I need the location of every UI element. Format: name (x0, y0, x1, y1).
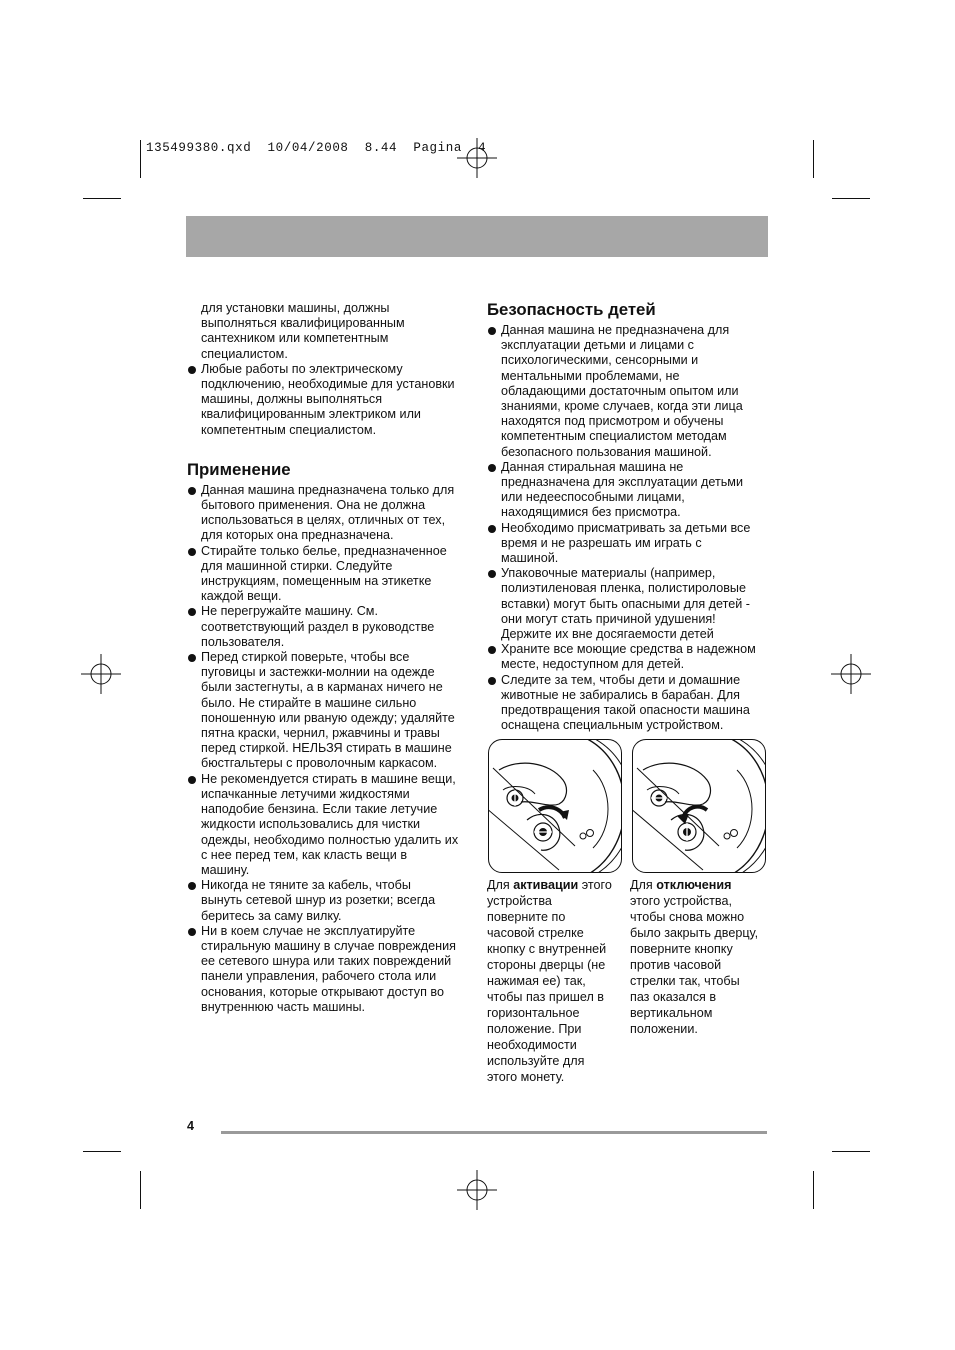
text-line: Данная машина не предназначена для (501, 323, 730, 337)
text-line: Перед стиркой поверьте, чтобы все (201, 650, 410, 665)
text-line: стрелки так, чтобы (630, 974, 740, 988)
child-lock-activate-illustration (488, 739, 622, 873)
text-line: Следите за тем, чтобы дети и домашние (501, 672, 741, 687)
text-line: чтобы паз пришел в (487, 990, 604, 1004)
text-line: оснащена специальным устройством. (501, 718, 724, 733)
caption-prefix: Для (487, 878, 514, 892)
text-line: машины, должны выполняться (201, 392, 383, 407)
text-line: для машинной стирки. Следуйте (201, 558, 393, 573)
text-line: Держите их вне досягаемости детей (501, 627, 714, 642)
text-line: Данная машина предназначена только для (201, 482, 455, 497)
text-line: стороны дверцы (не (487, 958, 606, 972)
text-line: этого устройства, (630, 894, 732, 908)
text-line: бюстгальтеры с проволочным каркасом. (201, 756, 438, 771)
text-line: находятся под присмотром и обучены (501, 414, 724, 429)
text-line: испачканные летучими жидкостями (201, 786, 410, 801)
text-line: квалифицированным электриком или (201, 407, 421, 422)
text-line: Данная стиральная машина не (501, 459, 684, 474)
text-line: Никогда не тяните за кабель, чтобы (201, 878, 411, 893)
caption-keyword: отключения (656, 878, 732, 892)
text-line: было. Не стирайте в машине сильно (201, 695, 417, 710)
caption-keyword: активации (513, 878, 579, 892)
list-item (187, 483, 469, 544)
text-line: эксплуатации детьми и лицами с (501, 338, 694, 353)
text-line: поношенную или рваную одежду; удаляйте (201, 710, 455, 725)
text-line: были застегнуты, а в карманах ничего не (201, 680, 443, 695)
text-line: вертикальном (630, 1006, 713, 1020)
text-line: пятна краски, чернил, ржавчины и травы (201, 726, 440, 741)
crop-mark (140, 140, 141, 178)
text-line: выполняться квалифицированным (201, 316, 405, 331)
text-line: одежды, необходимо полностью удалить их (201, 832, 459, 847)
door-lock-clockwise-icon (489, 740, 621, 872)
list-item (487, 566, 769, 642)
text-line: обладающими достаточным опытом или (501, 383, 739, 398)
text-line: внутреннюю часть машины. (201, 999, 366, 1014)
list-item (187, 924, 469, 1015)
text-line: компетентным специалистом. (201, 422, 377, 437)
text-line: Упаковочные материалы (например, (501, 566, 716, 581)
text-line: соответствующий раздел в руководстве (201, 619, 435, 634)
text-line: предотвращения такой опасности машина (501, 703, 750, 718)
crop-mark (832, 1151, 870, 1152)
text-line: или недееспособными лицами, (501, 490, 685, 505)
list-item (487, 521, 769, 567)
text-line: машину. (201, 862, 250, 877)
text-line: горизонтальное (487, 1006, 580, 1020)
crop-mark (813, 140, 814, 178)
text-line: Храните все моющие средства в надежном (501, 642, 756, 657)
registration-mark-icon (457, 1170, 497, 1210)
text-line: инструкциям, помещенным на этикетке (201, 574, 432, 589)
text-line: поверните кнопку (630, 942, 733, 956)
right-column (487, 300, 769, 733)
page-number: 4 (187, 1119, 195, 1133)
safety-bullet-list (487, 323, 769, 733)
crop-mark (813, 1171, 814, 1209)
section-heading-child-safety: Безопасность детей (487, 300, 656, 319)
text-line: панели управления, рабочего стола или (201, 969, 437, 984)
footer-rule (221, 1131, 767, 1134)
caption-first-line (630, 877, 770, 893)
text-line: этого монету. (487, 1070, 565, 1084)
caption-deactivate (630, 877, 770, 1037)
text-line: чтобы снова можно (630, 910, 745, 924)
text-line: использоваться в целях, отличных от тех, (201, 513, 446, 528)
text-line: предназначена для эксплуатации детьми (501, 475, 744, 490)
list-item (187, 650, 469, 772)
text-line: подключению, необходимые для установки (201, 377, 455, 392)
text-line: против часовой (630, 958, 722, 972)
text-line: для которых она предназначена. (201, 528, 394, 543)
crop-mark (140, 1171, 141, 1209)
list-item (487, 460, 769, 521)
text-line: нажимая ее) так, (487, 974, 586, 988)
crop-mark (83, 198, 121, 199)
section-heading-usage: Применение (187, 459, 291, 479)
list-item (187, 604, 469, 650)
caption-prefix: Для (630, 878, 657, 892)
list-item (487, 642, 769, 672)
registration-mark-icon (81, 654, 121, 694)
text-line: стиральную машину в случае повреждения (201, 938, 456, 953)
text-line: животные не забирались в барабан. Для (501, 687, 740, 702)
text-line: безопасного пользования машиной. (501, 444, 712, 459)
usage-bullet-list (187, 483, 469, 1015)
text-line: ментальными проблемами, не (501, 368, 680, 383)
list-item (487, 673, 769, 734)
text-line: полиэтиленовая пленка, полистироловые (501, 581, 746, 596)
text-line: Необходимо присматривать за детьми все (501, 520, 751, 535)
text-line: Не рекомендуется стирать в машине вещи, (201, 771, 456, 786)
crop-mark (832, 198, 870, 199)
text-line: положение. При (487, 1022, 582, 1036)
text-line: необходимости (487, 1038, 577, 1052)
caption-first-rest: этого (578, 878, 612, 892)
text-line: основания, которые открывают доступ во (201, 984, 444, 999)
text-line: психологическими, сенсорными и (501, 353, 699, 368)
text-line: пользователя. (201, 634, 285, 649)
text-line: машиной. (501, 551, 559, 566)
text-line: бытового применения. Она не должна (201, 498, 426, 513)
text-line: компетентным специалистом методам (501, 429, 727, 444)
caption-first-line (487, 877, 623, 893)
text-line: специалистом. (201, 346, 288, 361)
text-line: время и не разрешать им играть с (501, 535, 702, 550)
caption-activate (487, 877, 623, 1085)
text-line: Любые работы по электрическому (201, 361, 403, 376)
left-column (187, 301, 469, 1015)
text-line: перед стиркой. НЕЛЬЗЯ стирать в машине (201, 741, 452, 756)
text-line: вынуть сетевой шнур из розетки; всегда (201, 893, 436, 908)
text-line: пуговицы и застежки-молнии на одежде (201, 665, 435, 680)
text-line: они могут стать причиной удушения! (501, 611, 716, 626)
text-line: наподобие бензина. Если такие летучие (201, 802, 438, 817)
child-lock-deactivate-illustration (632, 739, 766, 873)
text-line: поверните по (487, 910, 566, 924)
header-band (186, 216, 768, 257)
text-line: ее сетевого шнура или таких повреждений (201, 954, 452, 969)
text-line: беритесь за саму вилку. (201, 908, 342, 923)
list-item (487, 323, 769, 460)
text-line: часовой стрелке (487, 926, 584, 940)
door-lock-counterclockwise-icon (633, 740, 765, 872)
print-slug: 135499380.qxd 10/04/2008 8.44 Pagina 4 (146, 141, 487, 155)
list-item (187, 544, 469, 605)
text-line: было закрыть дверцу, (630, 926, 759, 940)
list-item (187, 878, 469, 924)
list-item (187, 362, 469, 438)
text-line: каждой вещи. (201, 589, 282, 604)
text-line: устройства (487, 894, 552, 908)
text-line: с нее перед тем, как класть вещи в (201, 847, 408, 862)
list-item (187, 772, 469, 878)
text-line: жидкости использовались для чистки (201, 817, 421, 832)
intro-paragraph (187, 301, 469, 362)
text-line: месте, недоступном для детей. (501, 657, 685, 672)
registration-mark-icon (457, 138, 497, 178)
text-line: знаниями, кроме случаев, когда эти лица (501, 399, 743, 414)
text-line: Не перегружайте машину. См. (201, 604, 378, 619)
text-line: Стирайте только белье, предназначенное (201, 543, 447, 558)
registration-mark-icon (831, 654, 871, 694)
text-line: находящимися без присмотра. (501, 505, 681, 520)
text-line: сантехником или компетентным (201, 331, 389, 346)
crop-mark (83, 1151, 121, 1152)
text-line: используйте для (487, 1054, 585, 1068)
text-line: кнопку с внутренней (487, 942, 607, 956)
text-line: вставки) могут быть опасными для детей - (501, 596, 750, 611)
text-line: для установки машины, должны (201, 301, 390, 315)
text-line: Ни в коем случае не эксплуатируйте (201, 923, 416, 938)
text-line: паз оказался в (630, 990, 717, 1004)
text-line: положении. (630, 1022, 698, 1036)
intro-bullet-list (187, 362, 469, 438)
